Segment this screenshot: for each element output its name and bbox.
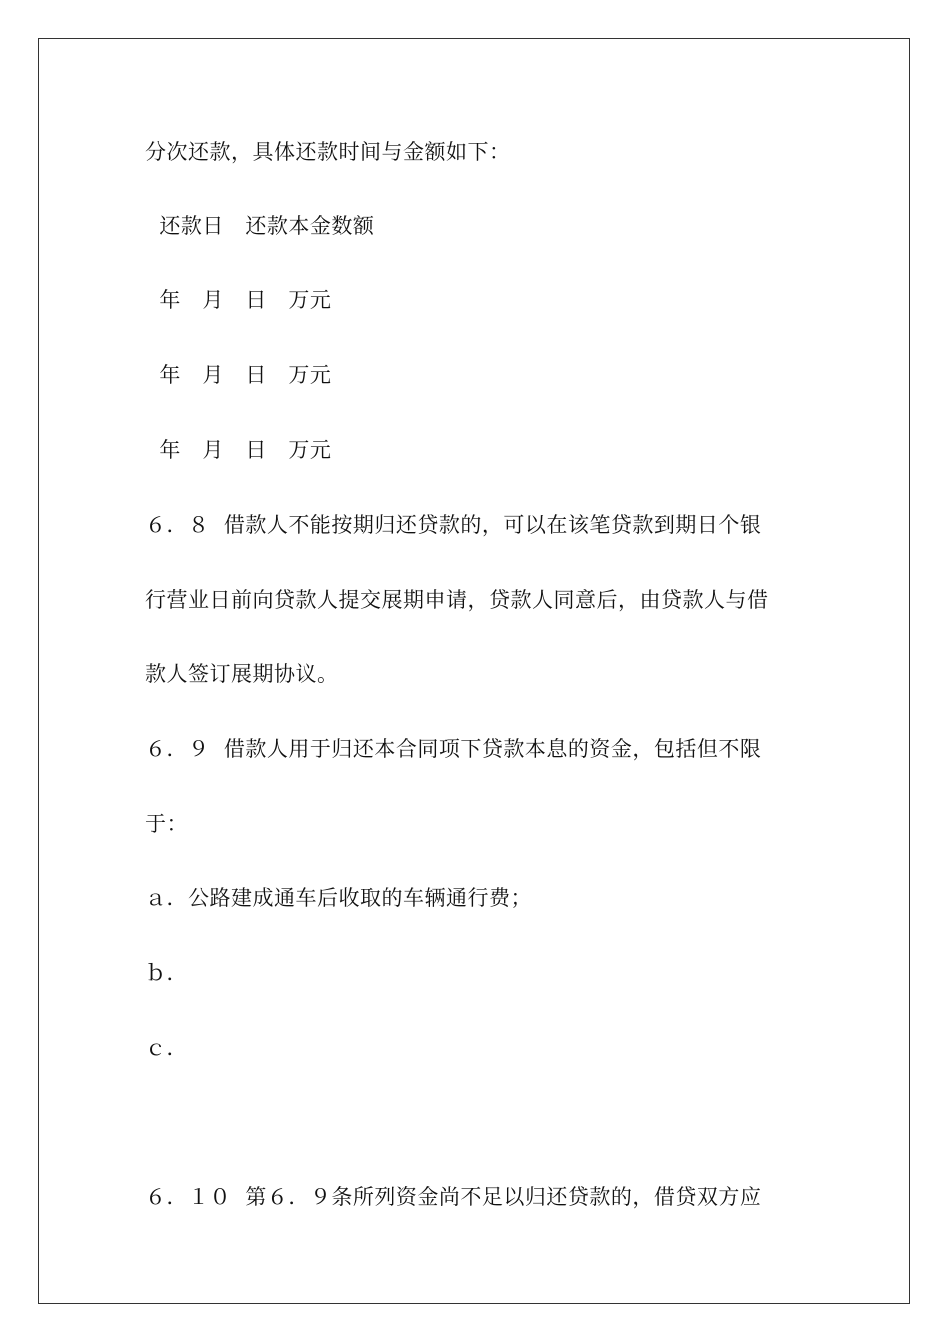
list-item-c: ｃ． xyxy=(145,1036,188,1060)
text-line-clause-6-8: ６．８ 借款人不能按期归还贷款的，可以在该笔贷款到期日个银 xyxy=(145,513,762,537)
text-line-clause-6-8-cont-2: 款人签订展期协议。 xyxy=(145,662,339,686)
list-item-b: ｂ． xyxy=(145,961,188,985)
text-line-date-row-2: 年 月 日 万元 xyxy=(145,363,332,387)
text-line-clause-6-8-cont-1: 行营业日前向贷款人提交展期申请，贷款人同意后，由贷款人与借 xyxy=(145,588,769,612)
text-line-clause-6-9-cont: 于： xyxy=(145,812,188,836)
text-line-repayment-intro: 分次还款，具体还款时间与金额如下： xyxy=(145,140,511,164)
list-item-a: ａ．公路建成通车后收取的车辆通行费； xyxy=(145,886,532,910)
text-line-table-header: 还款日 还款本金数额 xyxy=(145,214,375,238)
text-line-date-row-3: 年 月 日 万元 xyxy=(145,438,332,462)
text-line-clause-6-9: ６．９ 借款人用于归还本合同项下贷款本息的资金，包括但不限 xyxy=(145,737,762,761)
text-line-clause-6-10: ６．１０ 第６．９条所列资金尚不足以归还贷款的，借贷双方应 xyxy=(145,1185,762,1209)
text-line-date-row-1: 年 月 日 万元 xyxy=(145,288,332,312)
